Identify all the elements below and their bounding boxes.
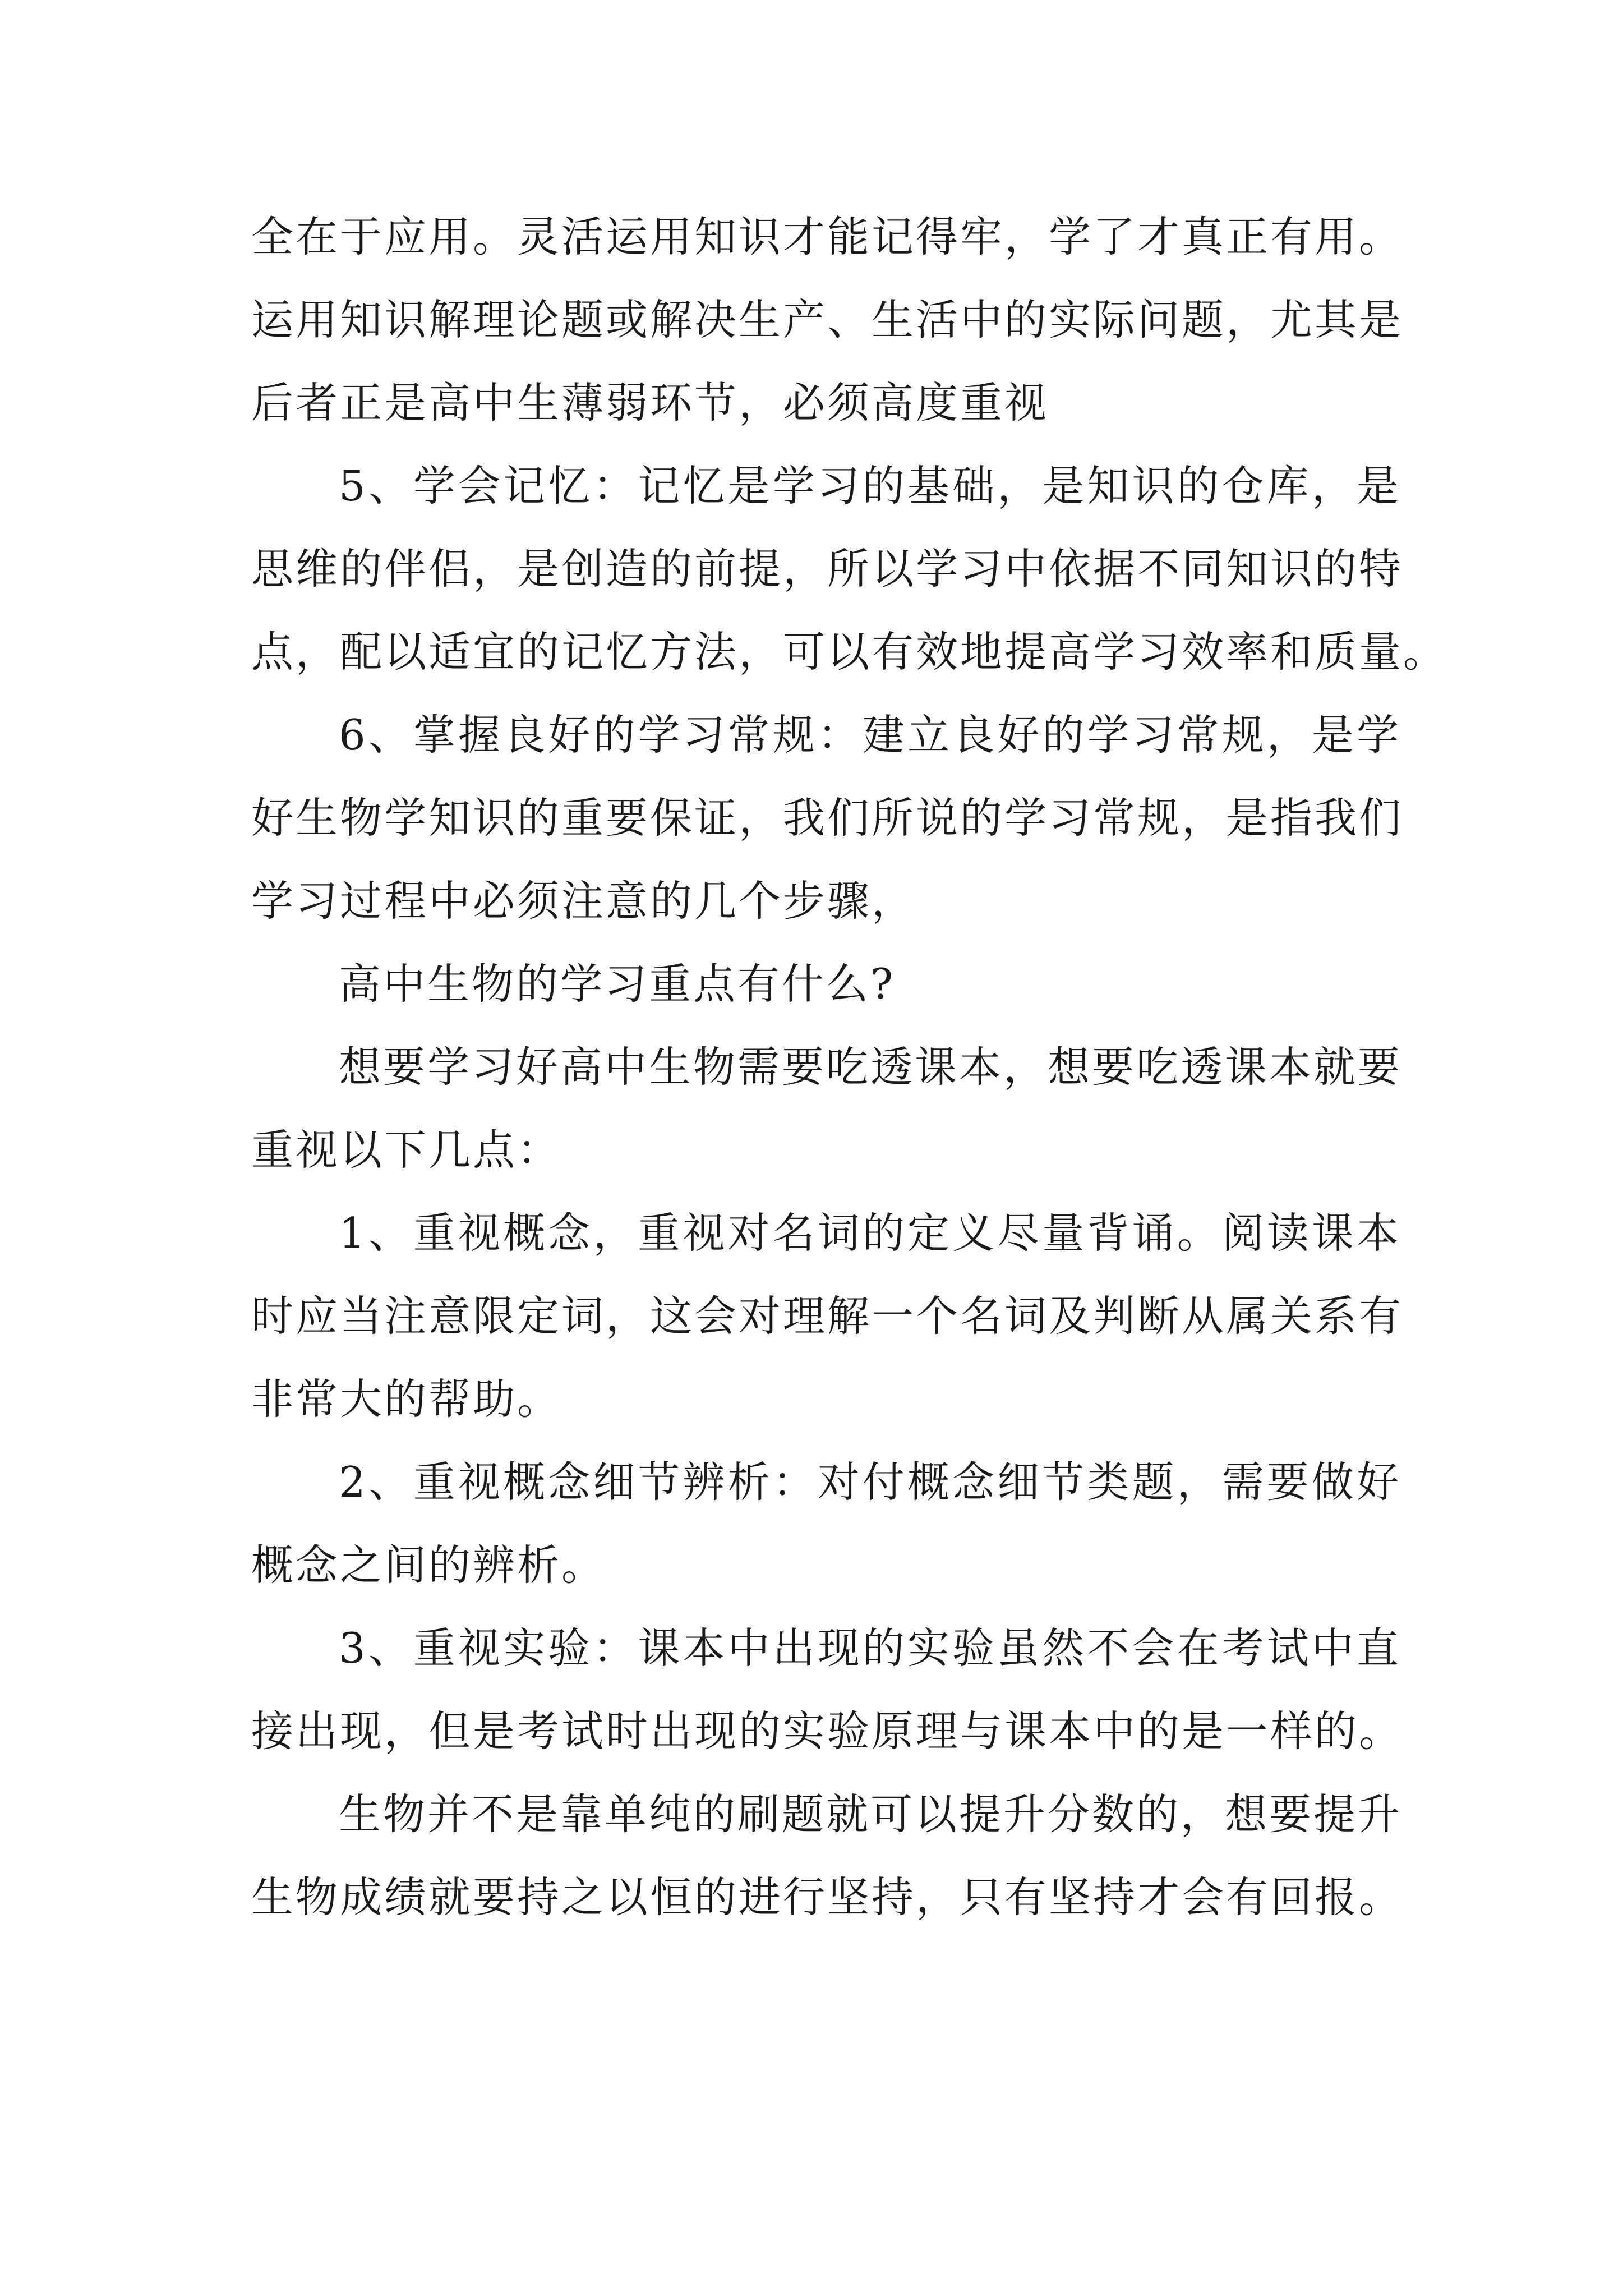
text-line: 2、重视概念细节辨析：对付概念细节类题，需要做好 <box>339 1457 1401 1507</box>
text-line: 非常大的帮助。 <box>251 1374 562 1424</box>
text-line: 后者正是高中生薄弱环节，必须高度重视 <box>251 378 1049 427</box>
text-line: 运用知识解理论题或解决生产、生活中的实际问题，尤其是 <box>251 295 1404 344</box>
text-line: 重视以下几点： <box>251 1125 562 1175</box>
text-line: 生物成绩就要持之以恒的进行坚持，只有坚持才会有回报。 <box>251 1872 1404 1922</box>
body-text <box>251 195 1448 1939</box>
text-line: 接出现，但是考试时出现的实验原理与课本中的是一样的。 <box>251 1706 1404 1756</box>
text-line: 思维的伴侣，是创造的前提，所以学习中依据不同知识的特 <box>251 544 1404 593</box>
text-line: 好生物学知识的重要保证，我们所说的学习常规，是指我们 <box>251 793 1404 843</box>
text-line: 学习过程中必须注意的几个步骤， <box>251 876 916 926</box>
text-line: 6、掌握良好的学习常规：建立良好的学习常规，是学 <box>339 710 1401 760</box>
text-line: 高中生物的学习重点有什么? <box>339 959 896 1009</box>
text-line: 全在于应用。灵活运用知识才能记得牢，学了才真正有用。 <box>251 212 1404 261</box>
text-line: 5、学会记忆：记忆是学习的基础，是知识的仓库，是 <box>339 461 1401 510</box>
text-line: 想要学习好高中生物需要吃透课本，想要吃透课本就要 <box>339 1042 1403 1092</box>
text-line: 概念之间的辨析。 <box>251 1540 606 1590</box>
text-line: 1、重视概念，重视对名词的定义尽量背诵。阅读课本 <box>339 1208 1401 1258</box>
text-line: 生物并不是靠单纯的刷题就可以提升分数的，想要提升 <box>339 1789 1403 1839</box>
text-line: 时应当注意限定词，这会对理解一个名词及判断从属关系有 <box>251 1291 1404 1341</box>
text-line: 3、重视实验：课本中出现的实验虽然不会在考试中直 <box>339 1623 1401 1673</box>
text-line: 点，配以适宜的记忆方法，可以有效地提高学习效率和质量。 <box>251 627 1448 677</box>
